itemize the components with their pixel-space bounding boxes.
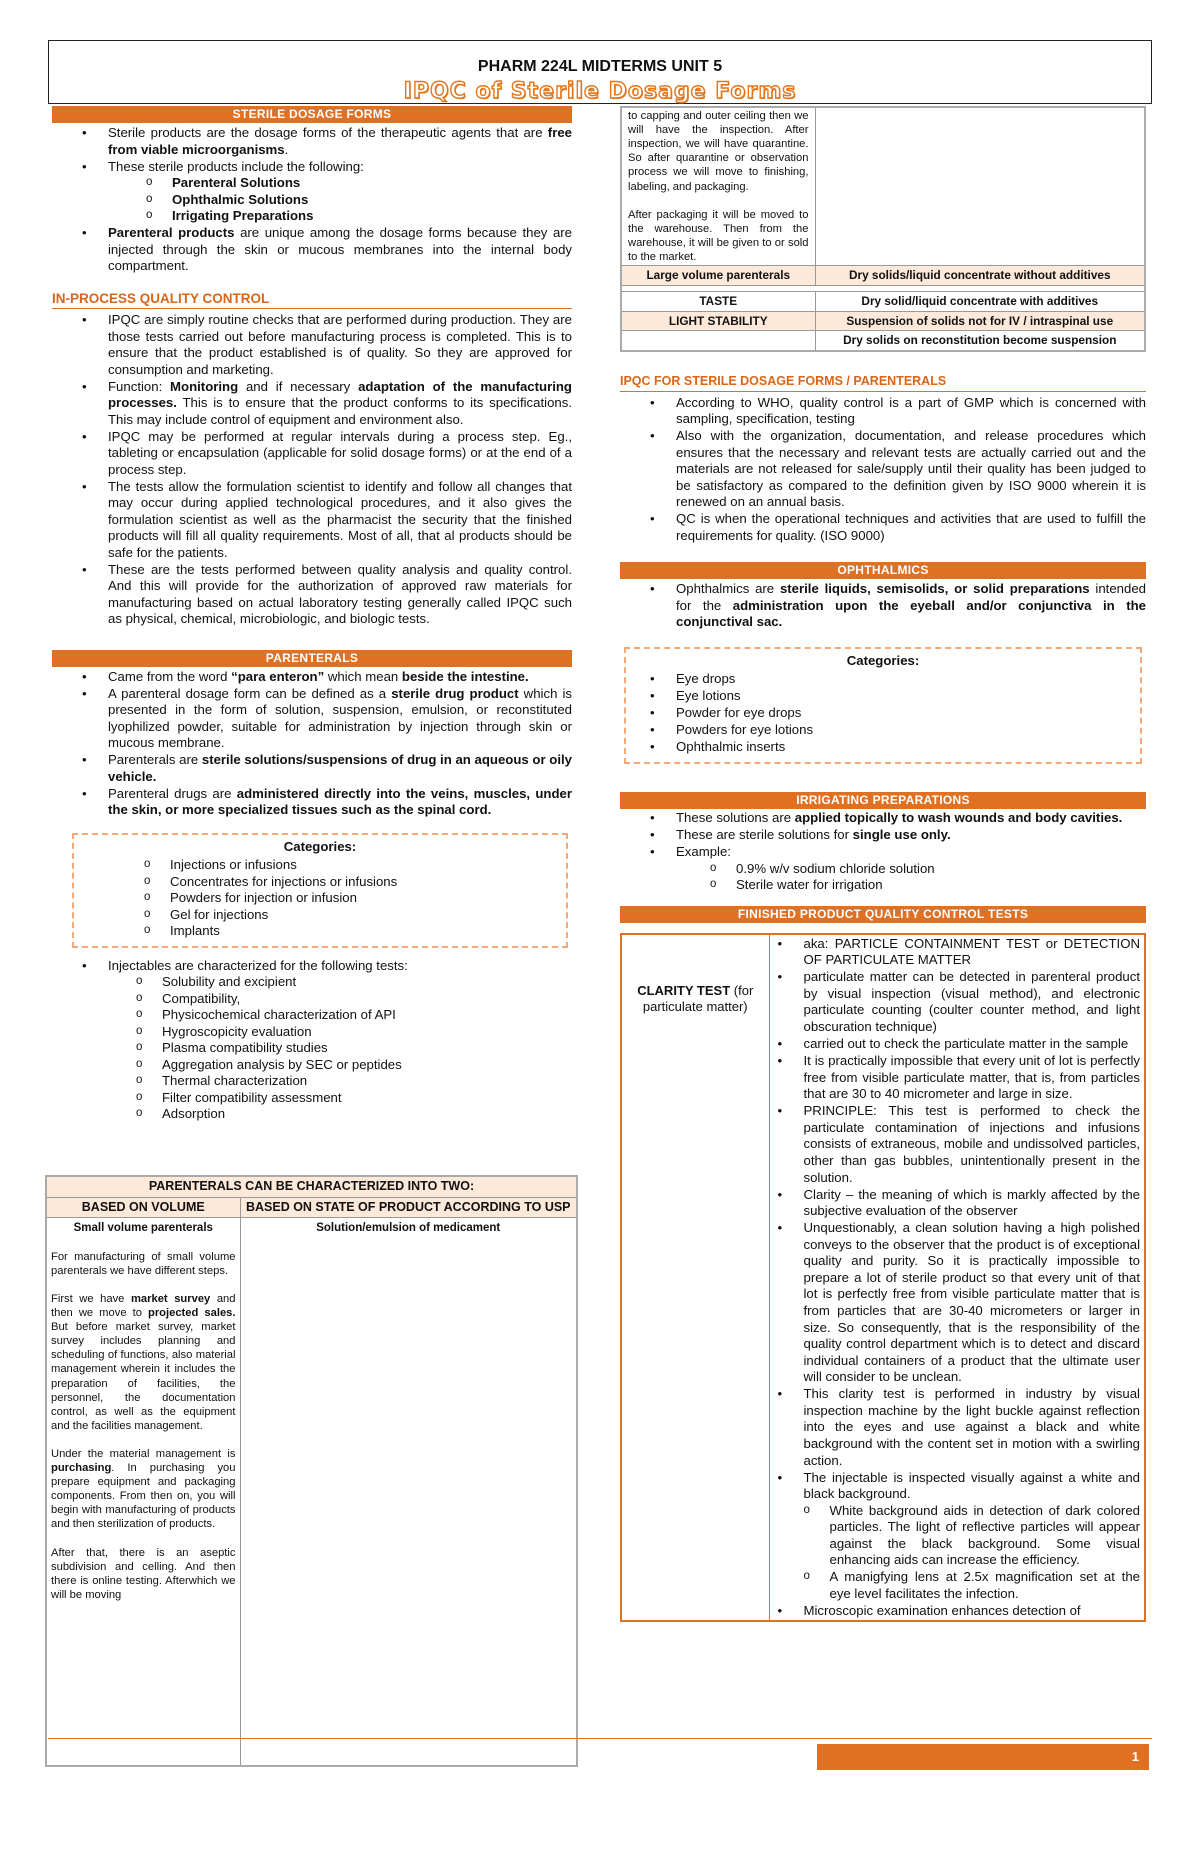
section-heading-ipqc-sterile: IPQC FOR STERILE DOSAGE FORMS / PARENTERALS xyxy=(620,374,1146,392)
table-header-volume: BASED ON VOLUME xyxy=(46,1197,240,1218)
page-number: 1 xyxy=(817,1744,1149,1770)
list-item: • carried out to check the particulate matter in the sample xyxy=(804,1036,1141,1053)
clarity-test-list xyxy=(770,936,1141,1620)
list-item: • These sterile products include the following: o Parenteral Solutions o Ophthalmic Solutions o Irrigating Preparations xyxy=(108,159,572,225)
list-item: • Sterile products are the dosage forms of the therapeutic agents that are free from viable microorganisms. xyxy=(108,125,572,158)
categories-title: Categories: xyxy=(283,838,357,854)
sterile-sublist xyxy=(108,175,572,225)
finished-product-table xyxy=(620,933,1146,1622)
list-item: • Microscopic examination enhances detection of xyxy=(804,1603,1141,1620)
list-item: o Injections or infusions xyxy=(170,857,556,874)
list-item: o Powders for injection or infusion xyxy=(170,890,556,907)
list-item: • Powder for eye drops xyxy=(676,705,1130,722)
paragraph: For manufacturing of small volume parenterals we have different steps. xyxy=(51,1250,236,1277)
section-band-parenterals: PARENTERALS xyxy=(52,650,572,667)
list-item: o Ophthalmic Solutions xyxy=(172,192,572,209)
list-item: • Ophthalmics are sterile liquids, semisolids, or solid preparations intended for the administration upon the eyeball and/or conjunctiva in the conjunctival sac. xyxy=(676,581,1146,631)
list-item: • Clarity – the meaning of which is markly affected by the subjective evaluation of the observer xyxy=(804,1187,1141,1220)
parenterals-characterization-table xyxy=(45,1175,578,1767)
footer-line xyxy=(48,1738,1152,1739)
table-cell-empty xyxy=(815,107,1145,266)
list-item: o Aggregation analysis by SEC or peptides xyxy=(162,1057,572,1074)
table-cell-empty xyxy=(621,331,815,351)
injectables-tests xyxy=(108,974,572,1123)
paragraph: Under the material management is purchasing. In purchasing you prepare equipment and packaging components. From then on, you will begin with manufacturing of products and then sterilization of products. xyxy=(51,1447,236,1531)
list-item: o Adsorption xyxy=(162,1106,572,1123)
clarity-test-details-cell xyxy=(769,934,1145,1621)
page-title: IPQC of Sterile Dosage Forms xyxy=(403,79,797,104)
list-item: • Came from the word “para enteron” which mean beside the intestine. xyxy=(108,669,572,686)
list-item: • Parenteral products are unique among the dosage forms because they are injected through the skin or mucous membranes into the internal body compartment. xyxy=(108,225,572,275)
list-item: • It is practically impossible that every unit of lot is perfectly free from visible particulate matter, that is, from particles that are 30 to 40 micrometer and large in size. xyxy=(804,1053,1141,1103)
list-item: • PRINCIPLE: This test is performed to check the particulate contamination of injections and infusions consists of extraneous, mobile and undissolved particles, other than gas bubbles, unintentionally present in the solution. xyxy=(804,1103,1141,1186)
table-cell-continued-text xyxy=(621,107,815,266)
list-item: • aka: PARTICLE CONTAINMENT TEST or DETECTION OF PARTICULATE MATTER xyxy=(804,936,1141,969)
list-item: • This clarity test is performed in industry by visual inspection machine by the light buckle against reflection into the eyes and use against a black and white background with the content set in motion with a swirling action. xyxy=(804,1386,1141,1469)
list-item: o A manigfying lens at 2.5x magnification set at the eye level facilitates the infection. xyxy=(830,1569,1141,1602)
table-cell-suspension: Suspension of solids not for IV / intraspinal use xyxy=(815,311,1145,331)
list-item: o Concentrates for injections or infusions xyxy=(170,874,556,891)
ophthalmics-categories-box xyxy=(624,647,1142,765)
table-header-state: BASED ON STATE OF PRODUCT ACCORDING TO USP xyxy=(240,1197,577,1218)
ipqc-list xyxy=(52,312,572,628)
list-item: • Parenteral drugs are administered directly into the veins, muscles, under the skin, or more specialized tissues such as the spinal cord. xyxy=(108,786,572,819)
right-column xyxy=(620,106,1146,1622)
list-item: o Gel for injections xyxy=(170,907,556,924)
characterization-table-continued xyxy=(620,106,1146,352)
section-band-irrigating: IRRIGATING PREPARATIONS xyxy=(620,792,1146,809)
list-item: • The tests allow the formulation scientist to identify and follow all changes that may occur during applied technological procedures, and it also gives the formulation scientist as well as the pharmacist the security that the finished products will fill all quality requirements. Most of all, that al products should be safe for the patients. xyxy=(108,479,572,562)
irrigating-list xyxy=(620,810,1146,894)
paragraph: to capping and outer ceiling then we will have the inspection. After inspection, we will have quarantine. So after quarantine or observation process we will move to finishing, labeling, and packaging. xyxy=(628,110,809,193)
list-item: • Unquestionably, a clean solution having a high polished conveys to the observer that the product is of exceptional quality and purity. So it is practically impossible to prepare a lot of sterile product so that every unit of that lot is perfectly free from visible particulate matter that is from particles that are 30-40 micrometers or larger in size. So consequently, that is the responsibility of the quality control department which is to detect and discard individual containers of a product that the ultimate user will consider to be unclean. xyxy=(804,1220,1141,1386)
list-item: • These solutions are applied topically to wash wounds and body cavities. xyxy=(676,810,1146,827)
paragraph: After that, there is an aseptic subdivision and celling. And then there is online testing. Afterwhich we will be moving xyxy=(51,1546,236,1601)
list-item: • Injectables are characterized for the following tests: o Solubility and excipient o Compatibility, o Physicochemical characterization of API o Hygroscopicity evaluation o Plasma compatibility studies o Aggregation analysis by SEC or peptides o Thermal characterization o Filter compatibility assessment o Adsorption xyxy=(108,958,572,1123)
clarity-sublist xyxy=(804,1503,1141,1602)
table-cell-taste: TASTE xyxy=(621,291,815,311)
list-item: • Function: Monitoring and if necessary adaptation of the manufacturing processes. This is to ensure that the product conforms to its specifications. This may include control of equipment and environment also. xyxy=(108,379,572,429)
list-item: o Parenteral Solutions xyxy=(172,175,572,192)
paragraph: After packaging it will be moved to the warehouse. Then from the warehouse, it will be given to or sold to the market. xyxy=(628,208,809,263)
list-item: • Also with the organization, documentation, and release procedures which ensures that the necessary and relevant tests are actually carried out and the materials are not released for sale/supply until their quality has been judged to be satisfactory as compared to the definition given by ISO 9000 wherein it is renewed on an annual basis. xyxy=(676,428,1146,511)
list-item: • The injectable is inspected visually against a white and black background. o White background aids in detection of dark colored particles. The light of reflective particles will appear against the black background. Some visual enhancing aids can increase the efficiency. o A manigfying lens at 2.5x magnification set at the eye level facilitates the infection. xyxy=(804,1470,1141,1603)
table-cell-large-volume: Large volume parenterals xyxy=(621,266,815,286)
table-cell-dry-without: Dry solids/liquid concentrate without additives xyxy=(815,266,1145,286)
list-item: • A parenteral dosage form can be defined as a sterile drug product which is presented in the form of solution, suspension, emulsion, or reconstituted lyophilized powder, suitable for administration by injection through skin or mucous membrane. xyxy=(108,686,572,752)
list-item: o Thermal characterization xyxy=(162,1073,572,1090)
list-item: • QC is when the operational techniques and activities that are used to fulfill the requirements for quality. (ISO 9000) xyxy=(676,511,1146,544)
table-title: PARENTERALS CAN BE CHARACTERIZED INTO TWO: xyxy=(46,1176,577,1197)
injectables-list xyxy=(52,958,572,1123)
ophthalmics-categories xyxy=(636,671,1130,756)
table-cell-solution xyxy=(240,1218,577,1766)
list-item: o Plasma compatibility studies xyxy=(162,1040,572,1057)
list-item: • IPQC are simply routine checks that are performed during production. They are those tests carried out before manufacturing process is completed. This is to ensure that the product established is of quality. So they are approved for consumption and marketing. xyxy=(108,312,572,378)
parenterals-categories-box xyxy=(72,833,568,948)
section-band-ophthalmics: OPHTHALMICS xyxy=(620,562,1146,579)
sterile-list xyxy=(52,125,572,275)
list-item: • IPQC may be performed at regular intervals during a process step. Eg., tableting or encapsulation (applicable for solid dosage forms) or at the end of a process step. xyxy=(108,429,572,479)
section-heading-ipqc: IN-PROCESS QUALITY CONTROL xyxy=(52,291,572,310)
list-item: o Physicochemical characterization of API xyxy=(162,1007,572,1024)
parenterals-list xyxy=(52,669,572,819)
section-band-sterile: STERILE DOSAGE FORMS xyxy=(52,106,572,123)
list-item: o Filter compatibility assessment xyxy=(162,1090,572,1107)
list-item: o Hygroscopicity evaluation xyxy=(162,1024,572,1041)
list-item: o White background aids in detection of dark colored particles. The light of reflective particles will appear against the black background. Some visual enhancing aids can increase the efficiency. xyxy=(830,1503,1141,1569)
small-volume-label: Small volume parenterals xyxy=(73,1222,213,1235)
list-item: • Ophthalmic inserts xyxy=(676,739,1130,756)
solution-label: Solution/emulsion of medicament xyxy=(316,1222,501,1235)
parenterals-categories xyxy=(84,857,556,940)
title-box xyxy=(48,40,1152,104)
section-band-finished: FINISHED PRODUCT QUALITY CONTROL TESTS xyxy=(620,906,1146,923)
list-item: • These are the tests performed between quality analysis and quality control. And this will provide for the authorization of approved raw materials for manufacturing based on actual laboratory testing generally called IPQC such as physical, chemical, microbiologic, and biologic tests. xyxy=(108,562,572,628)
list-item: • Powders for eye lotions xyxy=(676,722,1130,739)
table-cell-reconstitution: Dry solids on reconstitution become suspension xyxy=(815,331,1145,351)
list-item: • Example: o 0.9% w/v sodium chloride solution o Sterile water for irrigation xyxy=(676,844,1146,894)
list-item: o Solubility and excipient xyxy=(162,974,572,991)
categories-title: Categories: xyxy=(846,652,920,668)
list-item: o Compatibility, xyxy=(162,991,572,1008)
list-item: • According to WHO, quality control is a part of GMP which is concerned with sampling, specification, testing xyxy=(676,395,1146,428)
table-cell-dry-with: Dry solid/liquid concentrate with additives xyxy=(815,291,1145,311)
course-title: PHARM 224L MIDTERMS UNIT 5 xyxy=(477,58,723,75)
list-item: o Sterile water for irrigation xyxy=(736,877,1146,894)
left-column xyxy=(52,106,572,1123)
ophthalmics-list xyxy=(620,581,1146,631)
table-cell-small-volume xyxy=(46,1218,240,1766)
ipqc-sterile-list xyxy=(620,395,1146,545)
list-item: • These are sterile solutions for single use only. xyxy=(676,827,1146,844)
list-item: • Eye drops xyxy=(676,671,1130,688)
paragraph: First we have market survey and then we move to projected sales. But before market survey, market survey includes planning and scheduling of functions, also material management wherein it includes the preparation of facilities, the personnel, the documentation control, as well as the equipment and the facilities management. xyxy=(51,1292,236,1432)
list-item: o Implants xyxy=(170,923,556,940)
clarity-test-label-cell: CLARITY TEST (for particulate matter) xyxy=(621,934,769,1621)
table-cell-light-stability: LIGHT STABILITY xyxy=(621,311,815,331)
list-item: • Eye lotions xyxy=(676,688,1130,705)
list-item: o Irrigating Preparations xyxy=(172,208,572,225)
irrigating-examples xyxy=(676,861,1146,894)
list-item: • particulate matter can be detected in parenteral product by visual inspection (visual method), and electronic particulate counting (coulter counter method, and light obscuration technique) xyxy=(804,969,1141,1035)
list-item: • Parenterals are sterile solutions/suspensions of drug in an aqueous or oily vehicle. xyxy=(108,752,572,785)
list-item: o 0.9% w/v sodium chloride solution xyxy=(736,861,1146,878)
